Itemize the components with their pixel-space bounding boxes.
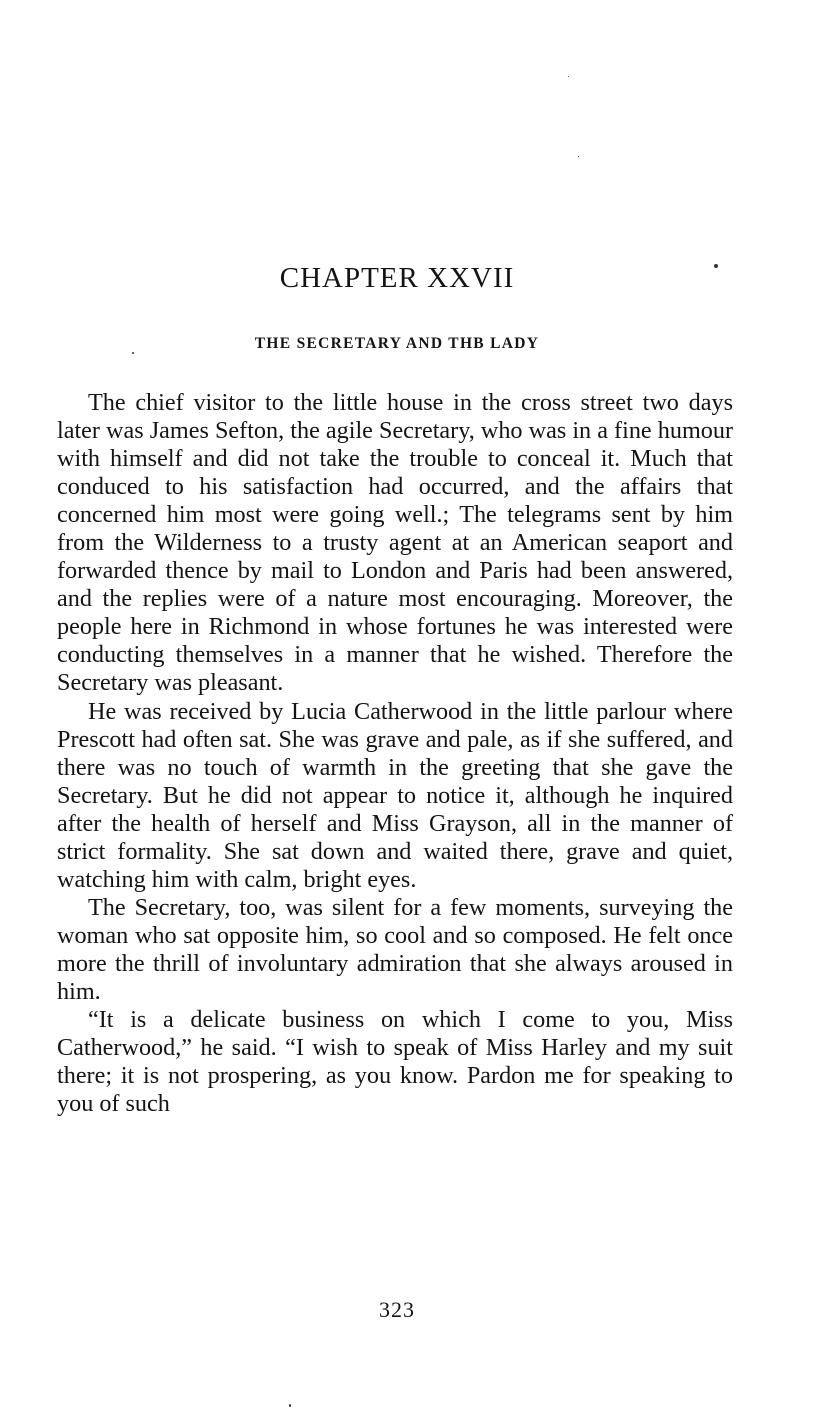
chapter-body bbox=[57, 389, 733, 1118]
paragraph: The chief visitor to the little house in the cross street two days later was James Sefton, the agile Secretary, who was in a fine humour with himself and did not take the trouble to conceal it. Much that conduced to his satisfaction had occurred, and the affairs that concerned him most were going well.; The telegrams sent by him from the Wilderness to a trusty agent at an American seaport and forwarded thence by mail to London and Paris had been answered, and the replies were of a nature most encouraging. Moreover, the people here in Richmond in whose fortunes he was interested were conducting themselves in a manner that he wished. Therefore the Secretary was pleasant. bbox=[57, 389, 733, 697]
paragraph: The Secretary, too, was silent for a few moments, surveying the woman who sat opposite him, so cool and so composed. He felt once more the thrill of involuntary admiration that she always aroused in him. bbox=[57, 893, 733, 1005]
chapter-subtitle: THE SECRETARY AND THB LADY bbox=[254, 335, 540, 352]
paragraph: “It is a delicate business on which I come to you, Miss Catherwood,” he said. “I wish to speak of Miss Harley and my suit there; it is not prospering, as you know. Pardon me for speaking to you of such bbox=[57, 1006, 733, 1118]
paragraph: He was received by Lucia Catherwood in the little parlour where Prescott had often sat. She was grave and pale, as if she suffered, and there was no touch of warmth in the greeting that she gave the Secretary. But he did not appear to notice it, although he inquired after the health of herself and Miss Grayson, all in the manner of strict formality. She sat down and waited there, grave and quiet, watching him with calm, bright eyes. bbox=[57, 697, 733, 893]
print-speck bbox=[568, 76, 569, 77]
print-speck bbox=[289, 1404, 291, 1407]
page-number: 323 bbox=[379, 1297, 415, 1322]
chapter-title: CHAPTER XXVII bbox=[279, 262, 515, 294]
print-speck bbox=[578, 156, 579, 157]
